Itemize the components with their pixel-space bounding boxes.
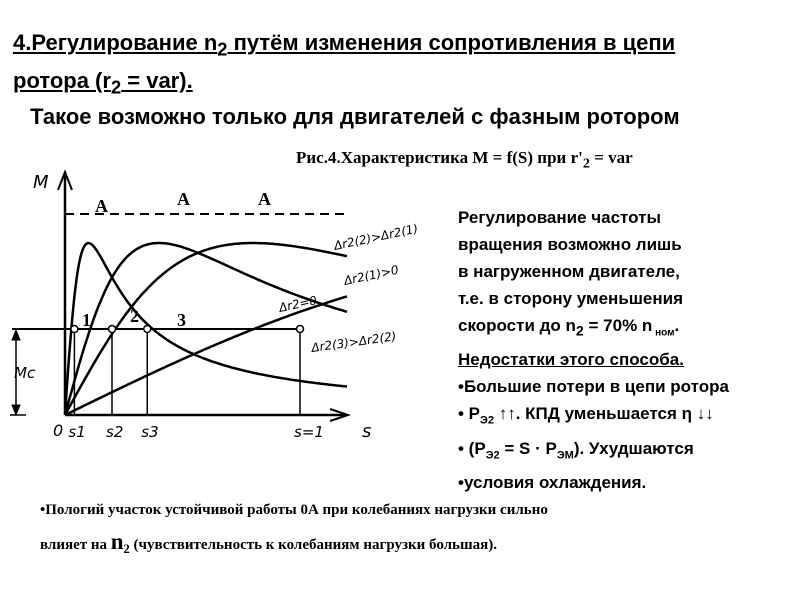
- panel-line: вращения возможно лишь: [458, 235, 682, 254]
- bullet-text: ↑↑. КПД уменьшается η ↓↓: [493, 404, 714, 424]
- footer-text: (чувствительность к колебаниям нагрузки большая).: [129, 537, 497, 553]
- slide-subtitle: Такое возможно только для двигателей с фазным ротором: [30, 104, 680, 129]
- footer-text: Пологий участок устойчивой работы 0А при колебаниях нагрузки сильно: [45, 502, 548, 518]
- bullet-text: (P: [463, 438, 486, 458]
- operating-point-4: [297, 326, 304, 333]
- bullet-text: Большие потери в цепи ротора: [463, 377, 729, 397]
- heading-text: = var).: [121, 68, 193, 93]
- bullet-text: P: [463, 404, 481, 424]
- mc-label: Mc: [14, 364, 36, 382]
- panel-line: в нагруженном двигателе,: [458, 262, 680, 281]
- bullet-item: [458, 400, 793, 434]
- panel-subscript: ном: [652, 327, 675, 339]
- panel-line: т.е. в сторону уменьшения: [458, 289, 684, 308]
- origin-label: 0: [53, 421, 64, 440]
- footer-line: [40, 526, 790, 565]
- y-axis-label: M: [33, 172, 49, 193]
- disadvantages-heading: Недостатки этого способа.: [458, 350, 684, 370]
- operating-point-1: [71, 326, 78, 333]
- heading-text: ротора (r: [13, 68, 111, 93]
- heading-subscript: 2: [110, 76, 122, 98]
- operating-point-2: [109, 326, 116, 333]
- curve-label-dr2-0: Δr2=0: [277, 293, 319, 315]
- point-label-3: 3: [177, 310, 186, 330]
- bullet-text: условия охлаждения.: [463, 473, 647, 493]
- caption-text: Рис.4.Характеристика M = f(S) при r': [296, 148, 583, 167]
- operating-point-3: [144, 326, 151, 333]
- heading-subscript: 2: [217, 38, 228, 60]
- footer-subscript: 2: [123, 542, 130, 556]
- x-tick-label-3: s3: [141, 423, 159, 441]
- info-panel: [458, 204, 793, 496]
- bullet-icon: •: [458, 473, 464, 493]
- panel-text: = 70% n: [583, 316, 653, 335]
- x-tick-label-4: s=1: [294, 423, 324, 441]
- bullet-subscript: Э2: [485, 449, 500, 462]
- curve-label-dr2-3: Δr2(3)>Δr2(2): [310, 329, 398, 355]
- heading-text: путём изменения сопротивления в цепи: [227, 30, 676, 55]
- bullet-item: [458, 373, 793, 400]
- bullet-item: [458, 469, 793, 496]
- panel-line: Регулирование частоты: [458, 208, 661, 227]
- torque-curve-4: [65, 296, 347, 415]
- x-tick-label-1: s1: [68, 423, 86, 441]
- bullet-icon: •: [458, 377, 464, 397]
- footer-text: влияет на: [40, 537, 111, 553]
- x-tick-label-2: s2: [106, 423, 124, 441]
- bullet-subscript: ЭМ: [556, 449, 574, 462]
- peak-label-a1: A: [95, 196, 108, 216]
- heading-text: 4.Регулирование n: [13, 30, 218, 55]
- curve-label-dr2-1: Δr2(1)>0: [342, 262, 400, 288]
- bullet-icon: •: [458, 438, 464, 458]
- bullet-text: ). Ухудшаются: [573, 438, 694, 458]
- caption-text: = var: [589, 148, 633, 167]
- footer-line: [40, 494, 790, 526]
- point-label-2: 2: [130, 306, 139, 326]
- panel-subscript: 2: [575, 323, 584, 340]
- footer-symbol: n: [110, 529, 124, 554]
- bullet-item: [458, 435, 793, 469]
- panel-text: скорости до n: [458, 316, 576, 335]
- x-axis-label: s: [362, 421, 372, 442]
- mc-arrow-bottom: [12, 405, 20, 415]
- panel-text: .: [674, 316, 680, 335]
- bullet-icon: •: [458, 404, 464, 424]
- caption-subscript: 2: [582, 155, 590, 172]
- mc-arrow-top: [12, 330, 20, 340]
- peak-label-a3: A: [258, 189, 271, 209]
- point-label-1: 1: [82, 310, 91, 330]
- footer-note: [40, 494, 790, 565]
- bullet-text: = S · P: [499, 438, 557, 458]
- curve-label-dr2-2: Δr2(2)>Δr2(1): [332, 221, 420, 253]
- bullet-subscript: Э2: [480, 414, 494, 427]
- peak-label-a2: A: [177, 189, 190, 209]
- panel-line: [458, 312, 793, 346]
- bullet-icon: •: [40, 502, 46, 518]
